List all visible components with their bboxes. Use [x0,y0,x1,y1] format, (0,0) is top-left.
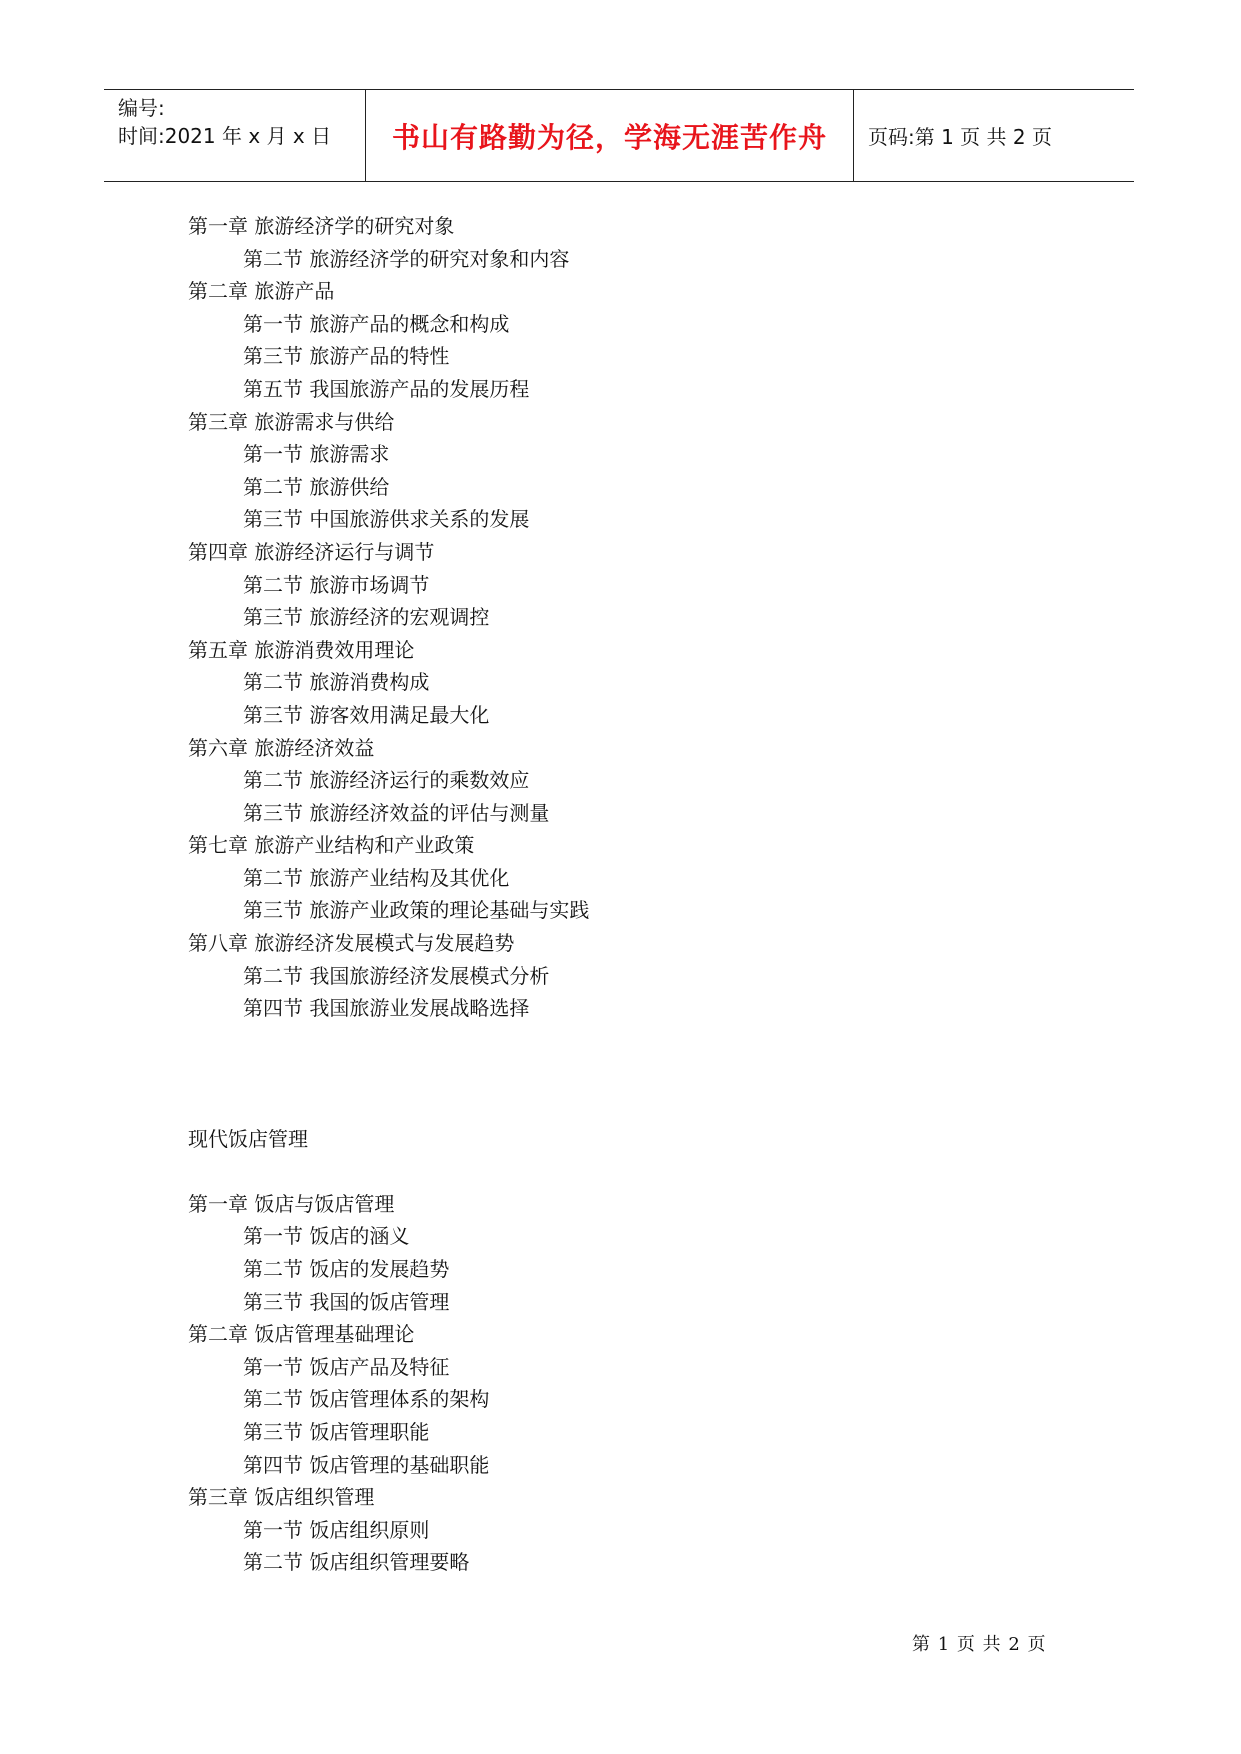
section-entry: 第二节 饭店组织管理要略 [243,1550,470,1575]
page-footer [912,1630,1047,1656]
toc-tourism-economics [188,210,1088,1025]
section-entry: 第五节 我国旅游产品的发展历程 [243,376,530,401]
section-entry: 第四节 饭店管理的基础职能 [243,1452,490,1477]
chapter-heading: 第六章 旅游经济效益 [188,735,375,760]
chapter-heading: 第五章 旅游消费效用理论 [188,637,415,662]
section-entry: 第二节 旅游消费构成 [243,670,430,695]
book-title: 现代饭店管理 [188,1126,308,1151]
section-entry: 第三节 旅游经济效益的评估与测量 [243,800,550,825]
section-entry: 第一节 旅游产品的概念和构成 [243,311,510,336]
page-info-text: 页码:第 1 页 共 2 页 [868,125,1052,149]
chapter-heading: 第二章 饭店管理基础理论 [188,1322,415,1347]
section-entry: 第二节 饭店管理体系的架构 [243,1387,490,1412]
chapter-heading: 第三章 旅游需求与供给 [188,409,395,434]
header-motto-cell [366,90,854,181]
section-entry: 第二节 旅游供给 [243,474,390,499]
document-number-label: 编号: [118,96,165,120]
toc-hotel-management [188,1188,1088,1579]
section-entry: 第三节 旅游产品的特性 [243,344,450,369]
document-body [188,210,1088,1579]
section-entry: 第二节 旅游产业结构及其优化 [243,865,510,890]
section-entry: 第二节 饭店的发展趋势 [243,1257,450,1281]
chapter-heading: 第七章 旅游产业结构和产业政策 [188,833,475,858]
section-entry: 第一节 饭店产品及特征 [243,1354,450,1379]
chapter-heading: 第八章 旅游经济发展模式与发展趋势 [188,931,515,956]
header-meta [104,90,366,181]
chapter-heading: 第一章 旅游经济学的研究对象 [188,214,455,238]
chapter-heading: 第一章 饭店与饭店管理 [188,1191,395,1216]
section-entry: 第三节 中国旅游供求关系的发展 [243,507,530,532]
chapter-heading: 第二章 旅游产品 [188,279,335,304]
spacer [188,1025,1088,1058]
document-time-label: 时间:2021 年 x 月 x 日 [118,124,332,148]
section-entry: 第三节 饭店管理职能 [243,1419,430,1444]
footer-page-number: 第 1 页 共 2 页 [912,1634,1047,1655]
spacer [188,1057,1088,1090]
chapter-heading: 第三章 饭店组织管理 [188,1485,375,1510]
section-entry: 第三节 旅游经济的宏观调控 [243,605,490,630]
section-entry: 第二节 我国旅游经济发展模式分析 [243,963,550,988]
section-entry: 第四节 我国旅游业发展战略选择 [243,996,530,1021]
section-entry: 第一节 饭店的涵义 [243,1224,410,1249]
header-page-info [854,90,1134,181]
motto-text: 书山有路勤为径，学海无涯苦作舟 [391,120,827,154]
section-entry: 第一节 饭店组织原则 [243,1517,430,1542]
section-entry: 第三节 旅游产业政策的理论基础与实践 [243,898,590,923]
page-header [104,89,1134,182]
spacer [188,1155,1088,1188]
section-entry: 第二节 旅游市场调节 [243,572,430,597]
chapter-heading: 第四章 旅游经济运行与调节 [188,539,435,564]
section-entry: 第三节 我国的饭店管理 [243,1289,450,1314]
section-entry: 第一节 旅游需求 [243,442,390,467]
section-entry: 第二节 旅游经济运行的乘数效应 [243,768,530,793]
spacer [188,1090,1088,1123]
section-entry: 第二节 旅游经济学的研究对象和内容 [243,246,570,271]
section-entry: 第三节 游客效用满足最大化 [243,702,490,727]
